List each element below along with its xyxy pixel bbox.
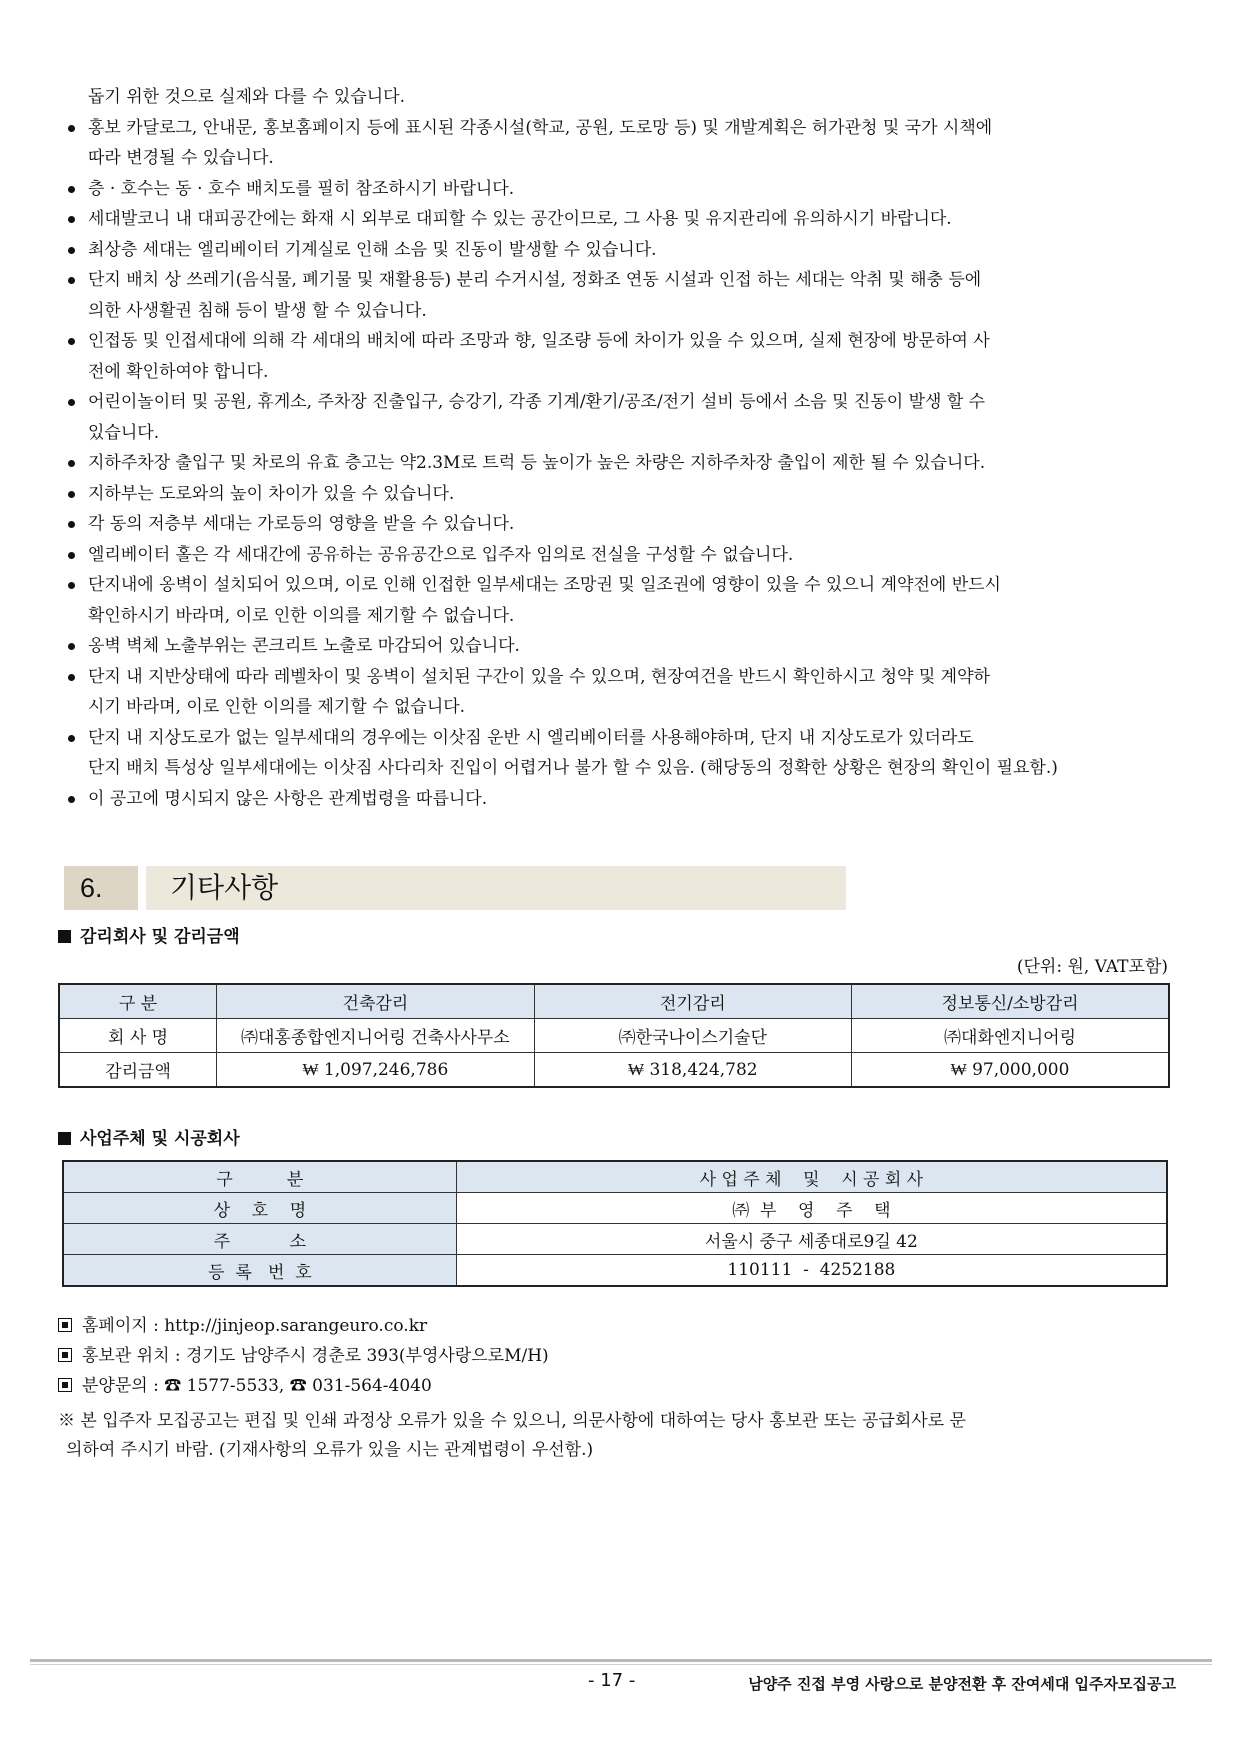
bullet-text: 지하주차장 출입구 및 차로의 유효 층고는 약2.3M로 트럭 등 높이가 높은 차량은 지하주차장 출입이 제한 될 수 있습니다.	[88, 453, 986, 473]
bullet-continuation-line	[64, 143, 1184, 174]
supervision-heading-text: 감리회사 및 감리금액	[80, 927, 240, 947]
bullet-dot-icon	[68, 582, 75, 589]
table-cell: 서울시 중구 세종대로9길 42	[456, 1224, 1167, 1255]
row-label: 회 사 명	[59, 1019, 217, 1053]
developer-heading	[58, 1124, 240, 1149]
bullet-text: 단지내에 옹벽이 설치되어 있으며, 이로 인해 인접한 일부세대는 조망권 및 일조권에 영향이 있을 수 있으니 계약전에 반드시	[88, 575, 1001, 595]
bullet-dot-icon	[68, 125, 75, 132]
bullet-item	[64, 540, 1184, 571]
bullet-dot-icon	[68, 643, 75, 650]
bullet-text: 엘리베이터 홀은 각 세대간에 공유하는 공유공간으로 입주자 임의로 전실을 구성할 수 없습니다.	[88, 544, 794, 565]
square-bullet-icon	[58, 1132, 71, 1145]
table-row	[63, 1255, 1167, 1287]
developer-table	[62, 1160, 1168, 1287]
bullet-dot-icon	[68, 521, 75, 528]
bullet-item	[64, 113, 1184, 144]
table-header-row	[59, 984, 1169, 1019]
header-cell: 사 업 주 체 및 시 공 회 사	[456, 1161, 1167, 1193]
table-cell: ₩ 318,424,782	[534, 1053, 851, 1088]
homepage-line	[58, 1311, 427, 1341]
header-cell: 건축감리	[217, 984, 534, 1019]
table-row	[59, 1053, 1169, 1088]
table-cell: ㈜ 부 영 주 택	[456, 1193, 1167, 1224]
bullet-text: 어린이놀이터 및 공원, 휴게소, 주차장 진출입구, 승강기, 각종 기계/환기/공조/전기 설비 등에서 소음 및 진동이 발생 할 수	[88, 392, 986, 412]
bullet-continuation-line	[64, 418, 1184, 449]
note-line-1: 본 입주자 모집공고는 편집 및 인쇄 과정상 오류가 있을 수 있으니, 의문사항에 대하여는 당사 홍보관 또는 공급회사로 문	[80, 1411, 966, 1431]
header-cell: 구 분	[59, 984, 217, 1019]
inquiry-line	[58, 1371, 432, 1401]
bullet-text: 단지 배치 특성상 일부세대에는 이삿짐 사다리차 진입이 어렵거나 불가 할 수 있음. (해당동의 정확한 상황은 현장의 확인이 필요함.)	[88, 758, 1058, 778]
bullet-text: 각 동의 저층부 세대는 가로등의 영향을 받을 수 있습니다.	[88, 514, 515, 534]
bullet-item	[64, 387, 1184, 418]
bullet-text: 확인하시기 바라며, 이로 인한 이의를 제기할 수 없습니다.	[88, 605, 515, 626]
bullet-text: 인접동 및 인접세대에 의해 각 세대의 배치에 따라 조망과 향, 일조량 등에 차이가 있을 수 있으며, 실제 현장에 방문하여 사	[88, 331, 990, 351]
bullet-dot-icon	[68, 277, 75, 284]
supervision-table	[58, 983, 1170, 1088]
row-label: 감리금액	[59, 1053, 217, 1088]
bullet-dot-icon	[68, 735, 75, 742]
bullet-continuation-line	[64, 692, 1184, 723]
showroom-line	[58, 1341, 549, 1371]
square-bullet-icon	[58, 930, 71, 943]
bullet-dot-icon	[68, 796, 75, 803]
bullet-text: 지하부는 도로와의 높이 차이가 있을 수 있습니다.	[88, 483, 455, 504]
boxed-square-icon	[58, 1318, 72, 1332]
table-row	[59, 1019, 1169, 1053]
table-cell: 110111 - 4252188	[456, 1255, 1167, 1287]
page-number: - 17 -	[588, 1670, 636, 1691]
header-cell: 전기감리	[534, 984, 851, 1019]
note-line-2: 의하여 주시기 바람. (기재사항의 오류가 있을 시는 관계법령이 우선함.)	[66, 1440, 594, 1460]
bullet-item	[64, 204, 1184, 235]
bullet-item	[64, 448, 1184, 479]
phone-number-1: 1577-5533,	[186, 1376, 285, 1396]
row-label: 등 록 번 호	[63, 1255, 456, 1287]
table-header-row	[63, 1161, 1167, 1193]
bullet-dot-icon	[68, 674, 75, 681]
inquiry-label: 분양문의 :	[82, 1376, 165, 1396]
row-label: 상 호 명	[63, 1193, 456, 1224]
section-title: 기타사항	[146, 866, 846, 910]
notice-bullet-list	[64, 82, 1184, 814]
bullet-continuation-line	[64, 357, 1184, 388]
table-cell: ㈜대홍종합엔지니어링 건축사사무소	[217, 1019, 534, 1053]
bullet-text: 의한 사생활권 침해 등이 발생 할 수 있습니다.	[88, 300, 427, 321]
phone-icon: ☎	[289, 1376, 307, 1396]
bullet-item	[64, 631, 1184, 662]
bullet-text: 단지 배치 상 쓰레기(음식물, 폐기물 및 재활용등) 분리 수거시설, 정화조 연동 시설과 인접 하는 세대는 악취 및 해충 등에	[88, 270, 982, 290]
bullet-item	[64, 570, 1184, 601]
bullet-dot-icon	[68, 338, 75, 345]
bullet-dot-icon	[68, 552, 75, 559]
bullet-dot-icon	[68, 399, 75, 406]
bullet-continuation-line	[64, 601, 1184, 632]
bullet-text: 시기 바라며, 이로 인한 이의를 제기할 수 없습니다.	[88, 697, 466, 717]
bullet-text: 따라 변경될 수 있습니다.	[88, 148, 274, 168]
bullet-item	[64, 662, 1184, 693]
bullet-text: 있습니다.	[88, 422, 160, 443]
bullet-continuation-line	[64, 296, 1184, 327]
bullet-text: 홍보 카달로그, 안내문, 홍보홈페이지 등에 표시된 각종시설(학교, 공원, 도로망 등) 및 개발계획은 허가관청 및 국가 시책에	[88, 117, 993, 138]
showroom-text: 홍보관 위치 : 경기도 남양주시 경춘로 393(부영사랑으로M/H)	[82, 1346, 549, 1366]
disclaimer-note	[58, 1407, 1168, 1465]
bullet-dot-icon	[68, 216, 75, 223]
bullet-text: 최상층 세대는 엘리베이터 기계실로 인해 소음 및 진동이 발생할 수 있습니다.	[88, 239, 657, 260]
phone-icon: ☎	[164, 1376, 182, 1396]
bullet-item	[64, 326, 1184, 357]
bullet-text: 옹벽 벽체 노출부위는 콘크리트 노출로 마감되어 있습니다.	[88, 636, 520, 656]
table-cell: ₩ 1,097,246,786	[217, 1053, 534, 1088]
bullet-continuation-line	[64, 753, 1184, 784]
homepage-text[interactable]: 홈페이지 : http://jinjeop.sarangeuro.co.kr	[82, 1316, 428, 1336]
document-footer-title: 남양주 진접 부영 사랑으로 분양전환 후 잔여세대 입주자모집공고	[748, 1675, 1176, 1693]
bullet-text: 단지 내 지반상태에 따라 레벨차이 및 옹벽이 설치된 구간이 있을 수 있으며, 현장여건을 반드시 확인하시고 청약 및 계약하	[88, 666, 990, 687]
boxed-square-icon	[58, 1348, 72, 1362]
bullet-dot-icon	[68, 491, 75, 498]
bullet-item	[64, 509, 1184, 540]
developer-heading-text: 사업주체 및 시공회사	[80, 1129, 240, 1149]
header-cell: 구 분	[63, 1161, 456, 1193]
table-row	[63, 1224, 1167, 1255]
table-cell: ㈜한국나이스기술단	[534, 1019, 851, 1053]
bullet-text: 층 · 호수는 동 · 호수 배치도를 필히 참조하시기 바랍니다.	[88, 178, 515, 199]
section-divider	[138, 866, 146, 910]
bullet-text: 이 공고에 명시되지 않은 사항은 관계법령을 따릅니다.	[88, 788, 488, 809]
table-cell: ㈜대화엔지니어링	[852, 1019, 1169, 1053]
bullet-item	[64, 174, 1184, 205]
footer-rule	[30, 1659, 1212, 1662]
bullet-text: 전에 확인하여야 합니다.	[88, 361, 269, 382]
supervision-heading	[58, 922, 240, 947]
bullet-text: 단지 내 지상도로가 없는 일부세대의 경우에는 이삿짐 운반 시 엘리베이터를 사용해야하며, 단지 내 지상도로가 있더라도	[88, 727, 974, 748]
row-label: 주 소	[63, 1224, 456, 1255]
bullet-dot-icon	[68, 247, 75, 254]
bullet-dot-icon	[68, 460, 75, 467]
bullet-text: 세대발코니 내 대피공간에는 화재 시 외부로 대피할 수 있는 공간이므로, 그 사용 및 유지관리에 유의하시기 바랍니다.	[88, 209, 952, 229]
bullet-item	[64, 265, 1184, 296]
reference-mark-icon: ※	[58, 1411, 75, 1431]
unit-note: (단위: 원, VAT포함)	[1016, 957, 1168, 977]
bullet-continuation-line	[64, 82, 1184, 113]
header-cell: 정보통신/소방감리	[852, 984, 1169, 1019]
bullet-dot-icon	[68, 186, 75, 193]
phone-number-2: 031-564-4040	[312, 1376, 432, 1396]
bullet-item	[64, 723, 1184, 754]
bullet-item	[64, 235, 1184, 266]
bullet-item	[64, 784, 1184, 815]
table-row	[63, 1193, 1167, 1224]
footer-rule-thin	[30, 1664, 1212, 1665]
section-number: 6.	[64, 866, 146, 910]
boxed-square-icon	[58, 1378, 72, 1392]
bullet-text: 돕기 위한 것으로 실제와 다를 수 있습니다.	[88, 87, 406, 107]
table-cell: ₩ 97,000,000	[852, 1053, 1169, 1088]
bullet-item	[64, 479, 1184, 510]
